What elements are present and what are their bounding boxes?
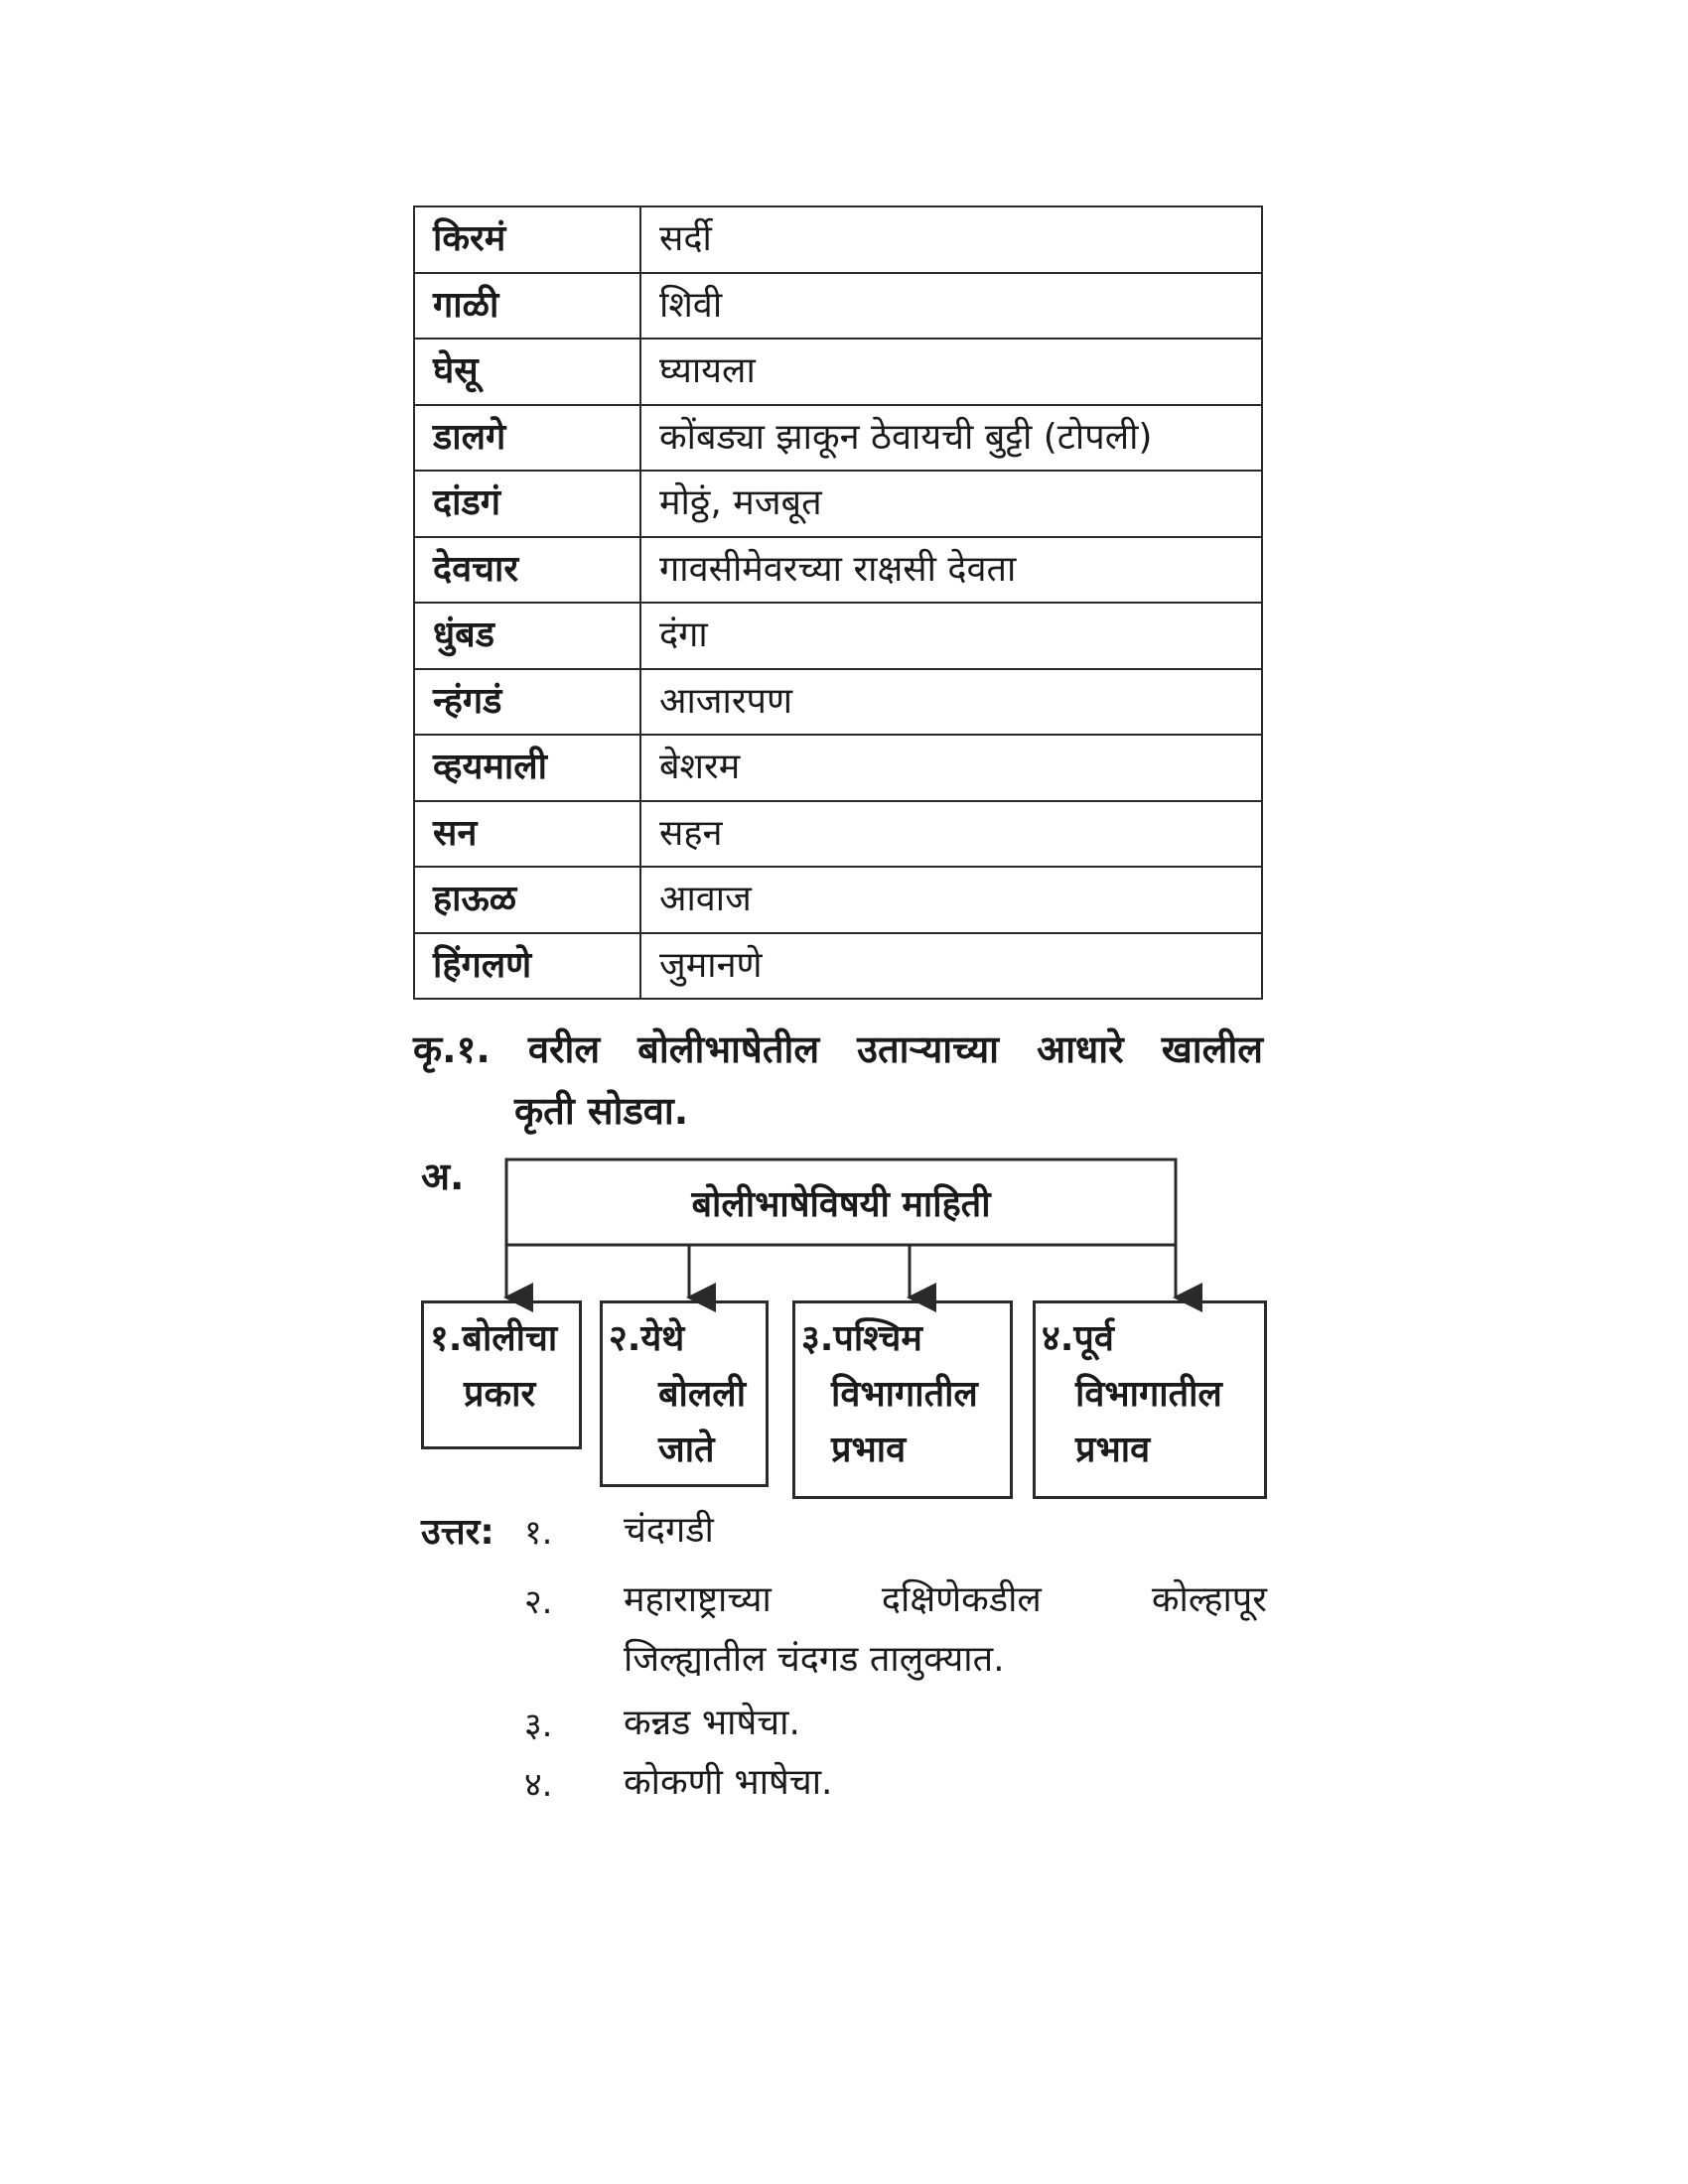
question-line-2: कृती सोडवा. <box>514 1089 689 1133</box>
table-row <box>414 603 1262 669</box>
table-row <box>414 537 1262 604</box>
diagram-box-2 <box>600 1300 769 1487</box>
box-line: १.बोलीचा <box>430 1318 558 1359</box>
answer-text: जिल्ह्यातील चंदगड तालुक्यात. <box>624 1639 1005 1680</box>
diagram-box-4 <box>1033 1300 1267 1499</box>
glossary-meaning: सर्दी <box>640 206 1262 273</box>
box-line: जाते <box>658 1430 715 1470</box>
glossary-word: दांडगं <box>414 471 640 537</box>
answer-label: उत्तर: <box>421 1512 494 1553</box>
table-row <box>414 735 1262 801</box>
question-line-1 <box>413 1025 1263 1073</box>
glossary-word: हिंगलणे <box>414 933 640 1000</box>
glossary-meaning: बेशरम <box>640 735 1262 801</box>
table-row <box>414 339 1262 405</box>
glossary-word: गाळी <box>414 273 640 340</box>
glossary-word: व्हयमाली <box>414 735 640 801</box>
answer-number: ४. <box>524 1765 553 1805</box>
box-line: ३.पश्चिम <box>801 1318 922 1359</box>
answer-text: कन्नड भाषेचा. <box>624 1703 800 1743</box>
glossary-meaning: जुमानणे <box>640 933 1262 1000</box>
box-line: प्रकार <box>464 1374 536 1415</box>
table-row <box>414 405 1262 472</box>
answer-number: १. <box>524 1513 553 1553</box>
answer-word: कोल्हापूर <box>1151 1579 1267 1620</box>
table-row <box>414 206 1262 273</box>
table-row <box>414 471 1262 537</box>
answer-number: ३. <box>524 1706 553 1745</box>
table-row <box>414 801 1262 868</box>
answer-number: २. <box>524 1582 553 1622</box>
sub-question-label: अ. <box>421 1155 465 1198</box>
glossary-word: किरमं <box>414 206 640 273</box>
table-row <box>414 933 1262 1000</box>
box-line: प्रभाव <box>831 1430 907 1470</box>
table-row <box>414 867 1262 933</box>
glossary-meaning: सहन <box>640 801 1262 868</box>
glossary-meaning: गावसीमेवरच्या राक्षसी देवता <box>640 537 1262 604</box>
glossary-meaning: आवाज <box>640 867 1262 933</box>
box-line: विभागातील <box>1075 1374 1222 1415</box>
question-number: कृ.१. <box>413 1027 491 1071</box>
glossary-table <box>413 205 1263 1000</box>
glossary-word: हाऊळ <box>414 867 640 933</box>
answer-word: दक्षिणेकडील <box>881 1579 1042 1620</box>
diagram-box-3 <box>792 1300 1013 1499</box>
table-row <box>414 669 1262 736</box>
glossary-meaning: मोठ्ठं, मजबूत <box>640 471 1262 537</box>
box-line: बोलली <box>658 1374 747 1415</box>
answer-text: चंदगडी <box>624 1510 714 1551</box>
glossary-word: न्हंगडं <box>414 669 640 736</box>
answer-word: महाराष्ट्राच्या <box>624 1579 772 1620</box>
glossary-word: घेसू <box>414 339 640 405</box>
glossary-meaning: शिवी <box>640 273 1262 340</box>
question-word: बोलीभाषेतील <box>637 1027 820 1071</box>
box-line: ४.पूर्व <box>1042 1318 1114 1359</box>
diagram-title: बोलीभाषेविषयी माहिती <box>691 1183 991 1225</box>
glossary-meaning: कोंबड्या झाकून ठेवायची बुट्टी (टोपली) <box>640 405 1262 472</box>
glossary-meaning: दंगा <box>640 603 1262 669</box>
box-line: विभागातील <box>831 1374 978 1415</box>
glossary-word: देवचार <box>414 537 640 604</box>
box-line: २.येथे <box>609 1318 685 1359</box>
question-word: वरील <box>527 1027 601 1071</box>
question-word: उताऱ्याच्या <box>857 1027 1000 1071</box>
diagram-box-1 <box>421 1300 582 1449</box>
glossary-word: सन <box>414 801 640 868</box>
table-row <box>414 273 1262 340</box>
glossary-word: धुंबड <box>414 603 640 669</box>
question-word: खालील <box>1161 1027 1263 1071</box>
glossary-meaning: आजारपण <box>640 669 1262 736</box>
glossary-word: डालगे <box>414 405 640 472</box>
answer-text <box>624 1576 1267 1624</box>
answer-text: कोकणी भाषेचा. <box>624 1762 833 1803</box>
glossary-meaning: घ्यायला <box>640 339 1262 405</box>
question-word: आधारे <box>1037 1027 1124 1071</box>
box-line: प्रभाव <box>1075 1430 1151 1470</box>
